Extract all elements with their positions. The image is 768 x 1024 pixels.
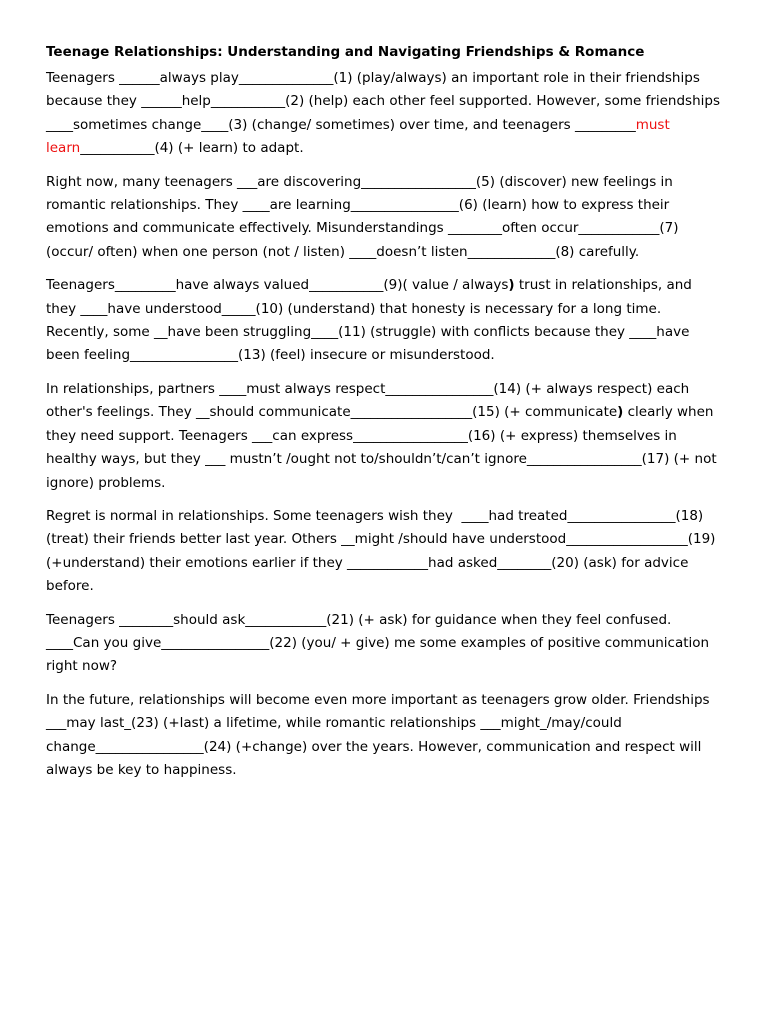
paragraph-text: In relationships, partners ____must always respect________________(14) (+ always respect) each other's feelings. They __should communicate__________________(15) (+ communicate [46, 380, 694, 421]
paragraph-6 [46, 609, 726, 679]
paragraph-text: trust in relationships, and they ____have understood_____(10) (understand) that honesty is necessary for a long time. Recently, some __have been struggling____(11) (struggle) with conflicts because they ____have been feeling________________(13) (feel) insecure or misunderstood. [46, 277, 697, 364]
paragraph-1 [46, 67, 726, 161]
document-title: Teenage Relationships: Understanding and Navigating Friendships & Romance [46, 44, 645, 60]
document-page [46, 42, 726, 792]
paragraph-text: Right now, many teenagers ___are discovering_________________(5) (discover) new feelings in romantic relationships. They ____are learning________________(6) (learn) how to express their emotions and communicate effectively. Misunderstandings ________often occur____________(7) (occur/ often) when one person (not / listen) ____doesn’t listen_____________(8) carefully. [46, 173, 683, 260]
paragraph-text: clearly when they need support. Teenagers ___can express_________________(16) (+ express) themselves in healthy ways, but they ___ mustn’t /ought not to/shouldn’t/can’t ignore_________________(17) (+ not ignore) problems. [46, 404, 721, 491]
paragraph-2 [46, 171, 726, 265]
filled-answer-red: must learn [46, 116, 675, 157]
bold-paren: ) [617, 404, 624, 421]
paragraph-5 [46, 505, 726, 599]
paragraph-text: Teenagers_________have always valued___________(9)( value / always [46, 277, 509, 294]
bold-paren: ) [508, 277, 515, 294]
paragraph-text: In the future, relationships will become even more important as teenagers grow older. Friendships ___may last_(23) (+last) a lifetime, while romantic relationships ___might_/may/could change________________(24) (+change) over the years. However, communication and respect will always be key to happiness. [46, 691, 714, 778]
paragraph-7 [46, 689, 726, 783]
document-body [46, 67, 726, 782]
paragraph-3 [46, 274, 726, 368]
paragraph-text: Regret is normal in relationships. Some teenagers wish they ____had treated________________(18) (treat) their friends better last year. Others __might /should have understood__________________(19) (+understand) their emotions earlier if they ____________had asked________(20) (ask) for advice before. [46, 507, 720, 595]
paragraph-4 [46, 378, 726, 495]
paragraph-text: Teenagers ______always play______________(1) (play/always) an important role in their friendships because they ______help___________(2) (help) each other feel supported. However, some friendships ____sometimes change____(3) (change/ sometimes) over time, and teenagers _________ [46, 70, 725, 133]
paragraph-text: Teenagers ________should ask____________(21) (+ ask) for guidance when they feel confused. ____Can you give________________(22) (you/ + give) me some examples of positive communication right now? [46, 611, 714, 675]
paragraph-text: ___________(4) (+ learn) to adapt. [80, 140, 304, 157]
